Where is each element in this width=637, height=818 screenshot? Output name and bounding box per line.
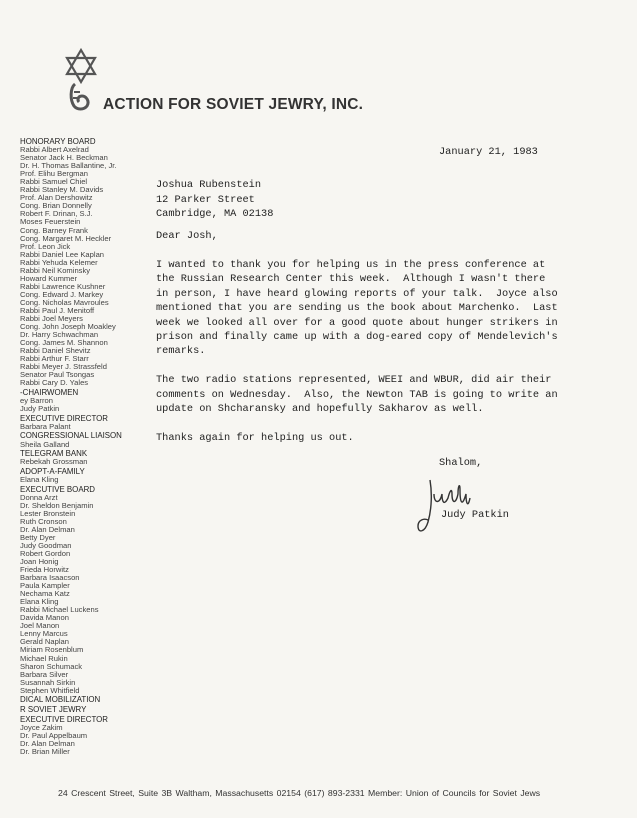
board-member: Joel Manon xyxy=(20,621,60,631)
board-member: Joan Honig xyxy=(20,556,59,566)
salutation: Dear Josh, xyxy=(156,230,218,242)
board-member: Rebekah Grossman xyxy=(20,457,88,467)
board-member: Cong. John Joseph Moakley xyxy=(20,322,116,332)
board-member: Dr. Alan Delman xyxy=(20,738,75,748)
sidebar-heading: EXECUTIVE BOARD xyxy=(20,484,95,494)
recipient-address xyxy=(156,178,273,222)
board-member: Rabbi Yehuda Kelemer xyxy=(20,257,98,267)
board-member: Michael Rukin xyxy=(20,653,68,663)
board-member: Rabbi Daniel Shevitz xyxy=(20,346,91,356)
sidebar-heading: -CHAIRWOMEN xyxy=(20,388,79,398)
paragraph-3: Thanks again for helping us out. xyxy=(156,431,354,444)
board-member: Joyce Zakim xyxy=(20,722,63,732)
board-member: Senator Paul Tsongas xyxy=(20,370,95,380)
board-member: Judy Patkin xyxy=(20,404,60,414)
board-member: Betty Dyer xyxy=(20,532,56,542)
board-member: Cong. Barney Frank xyxy=(20,225,88,235)
board-member: Gerald Naplan xyxy=(20,637,69,647)
board-member: Dr. Brian Miller xyxy=(20,746,70,756)
board-member: Frieda Horwitz xyxy=(20,565,69,574)
board-member: Cong. Edward J. Markey xyxy=(20,289,104,299)
board-member: Robert Gordon xyxy=(20,548,71,558)
board-member: Dr. Alan Delman xyxy=(20,524,75,534)
board-member: Sheila Galland xyxy=(20,439,70,449)
board-member: Rabbi Arthur F. Starr xyxy=(20,354,89,364)
board-member: Rabbi Neil Kominsky xyxy=(20,265,91,275)
sidebar-heading: DICAL MOBILIZATION xyxy=(20,695,101,705)
recipient-street: 12 Parker Street xyxy=(156,193,255,206)
letter-date: January 21, 1983 xyxy=(439,146,538,158)
board-member: Howard Kummer xyxy=(20,273,77,283)
recipient-city: Cambridge, MA 02138 xyxy=(156,208,274,220)
board-member: Dr. Sheldon Benjamin xyxy=(20,500,94,510)
letterhead-footer: 24 Crescent Street, Suite 3B Waltham, Massachusetts 02154 (617) 893-2331 Member: Union of Councils for Soviet Jews xyxy=(58,788,541,798)
organization-name: ACTION FOR SOVIET JEWRY, INC. xyxy=(103,96,364,113)
sidebar-heading: CONGRESSIONAL LIAISON xyxy=(20,431,122,441)
board-member: Susannah Sirkin xyxy=(20,677,76,687)
board-member: Nechama Katz xyxy=(20,589,70,599)
board-member: Rabbi Cary D. Yales xyxy=(20,378,89,388)
board-member: Elana Kling xyxy=(20,474,59,484)
paragraph-2: The two radio stations represented, WEEI and WBUR, did air their comments on Wednesday. Also, the Newton TAB is going to write an update on Shcharansky and hopefully Sakharov as well. xyxy=(156,374,558,416)
letter-body xyxy=(156,258,601,460)
board-member: Miriam Rosenblum xyxy=(20,645,84,655)
signer-name: Judy Patkin xyxy=(441,509,509,521)
board-member: Moses Feuerstein xyxy=(20,217,81,227)
board-member: Dr. H. Thomas Ballantine, Jr. xyxy=(20,161,117,171)
star-of-david-logo-icon xyxy=(58,44,104,114)
board-member: Cong. James M. Shannon xyxy=(20,338,108,348)
handwritten-signature xyxy=(416,474,486,540)
board-member: Barbara Isaacson xyxy=(20,573,80,583)
board-member: Ruth Cronson xyxy=(20,516,67,526)
closing: Shalom, xyxy=(439,457,483,469)
board-member: Cong. Brian Donnelly xyxy=(20,201,92,211)
board-member: Rabbi Joel Meyers xyxy=(20,314,83,324)
board-member: ey Barron xyxy=(20,396,53,406)
recipient-name: Joshua Rubenstein xyxy=(156,179,262,191)
board-member: Rabbi Michael Luckens xyxy=(20,605,99,615)
board-member: Sharon Schumack xyxy=(20,661,83,671)
board-member: Rabbi Lawrence Kushner xyxy=(20,281,106,291)
board-member: Prof. Elihu Bergman xyxy=(20,169,88,179)
board-member: Barbara Silver xyxy=(20,669,69,679)
board-listing xyxy=(20,138,160,756)
board-member: Cong. Nicholas Mavroules xyxy=(20,297,109,307)
board-member: Rabbi Paul J. Menitoff xyxy=(20,305,95,315)
board-member: Rabbi Samuel Chiel xyxy=(20,177,88,187)
board-member: Rabbi Albert Axelrad xyxy=(20,145,89,155)
board-member: Judy Goodman xyxy=(20,540,72,550)
board-member: Prof. Leon Jick xyxy=(20,241,71,251)
board-member: Rabbi Meyer J. Strassfeld xyxy=(20,362,107,372)
sidebar-heading: EXECUTIVE DIRECTOR xyxy=(20,714,108,724)
sidebar-heading: HONORARY BOARD xyxy=(20,137,96,146)
sidebar-heading: EXECUTIVE DIRECTOR xyxy=(20,413,108,423)
sidebar-heading: R SOVIET JEWRY xyxy=(20,704,87,714)
board-member: Lester Bronstein xyxy=(20,508,76,518)
paragraph-1: I wanted to thank you for helping us in the press conference at the Russian Research Center this week. Although I wasn't there in person, I have heard glowing reports of your talk. Joyce also mentioned that you are sending us the book about Marchenko. Last week we looked all over for a good quote about hunger strikers in prison and finally came up with a dog-eared copy of Mendelevich's remarks. xyxy=(156,259,558,358)
board-member: Rabbi Daniel Lee Kaplan xyxy=(20,249,105,259)
board-member: Stephen Whitfield xyxy=(20,685,80,695)
board-member: Donna Arzt xyxy=(20,492,58,502)
board-member: Rabbi Stanley M. Davids xyxy=(20,185,104,195)
board-member: Davida Manon xyxy=(20,613,69,623)
board-member: Paula Kampler xyxy=(20,581,70,591)
sidebar-heading: TELEGRAM BANK xyxy=(20,449,88,459)
board-member: Senator Jack H. Beckman xyxy=(20,153,108,163)
board-member: Cong. Margaret M. Heckler xyxy=(20,233,112,243)
board-member: Robert F. Drinan, S.J. xyxy=(20,209,93,219)
sidebar-heading: ADOPT-A-FAMILY xyxy=(20,466,85,476)
board-member: Dr. Paul Appelbaum xyxy=(20,730,88,740)
board-member: Lenny Marcus xyxy=(20,629,68,639)
board-member: Elana Kling xyxy=(20,597,59,607)
board-member: Dr. Harry Schwachman xyxy=(20,330,99,340)
board-member: Prof. Alan Dershowitz xyxy=(20,193,93,203)
board-member: Barbara Palant xyxy=(20,421,71,431)
